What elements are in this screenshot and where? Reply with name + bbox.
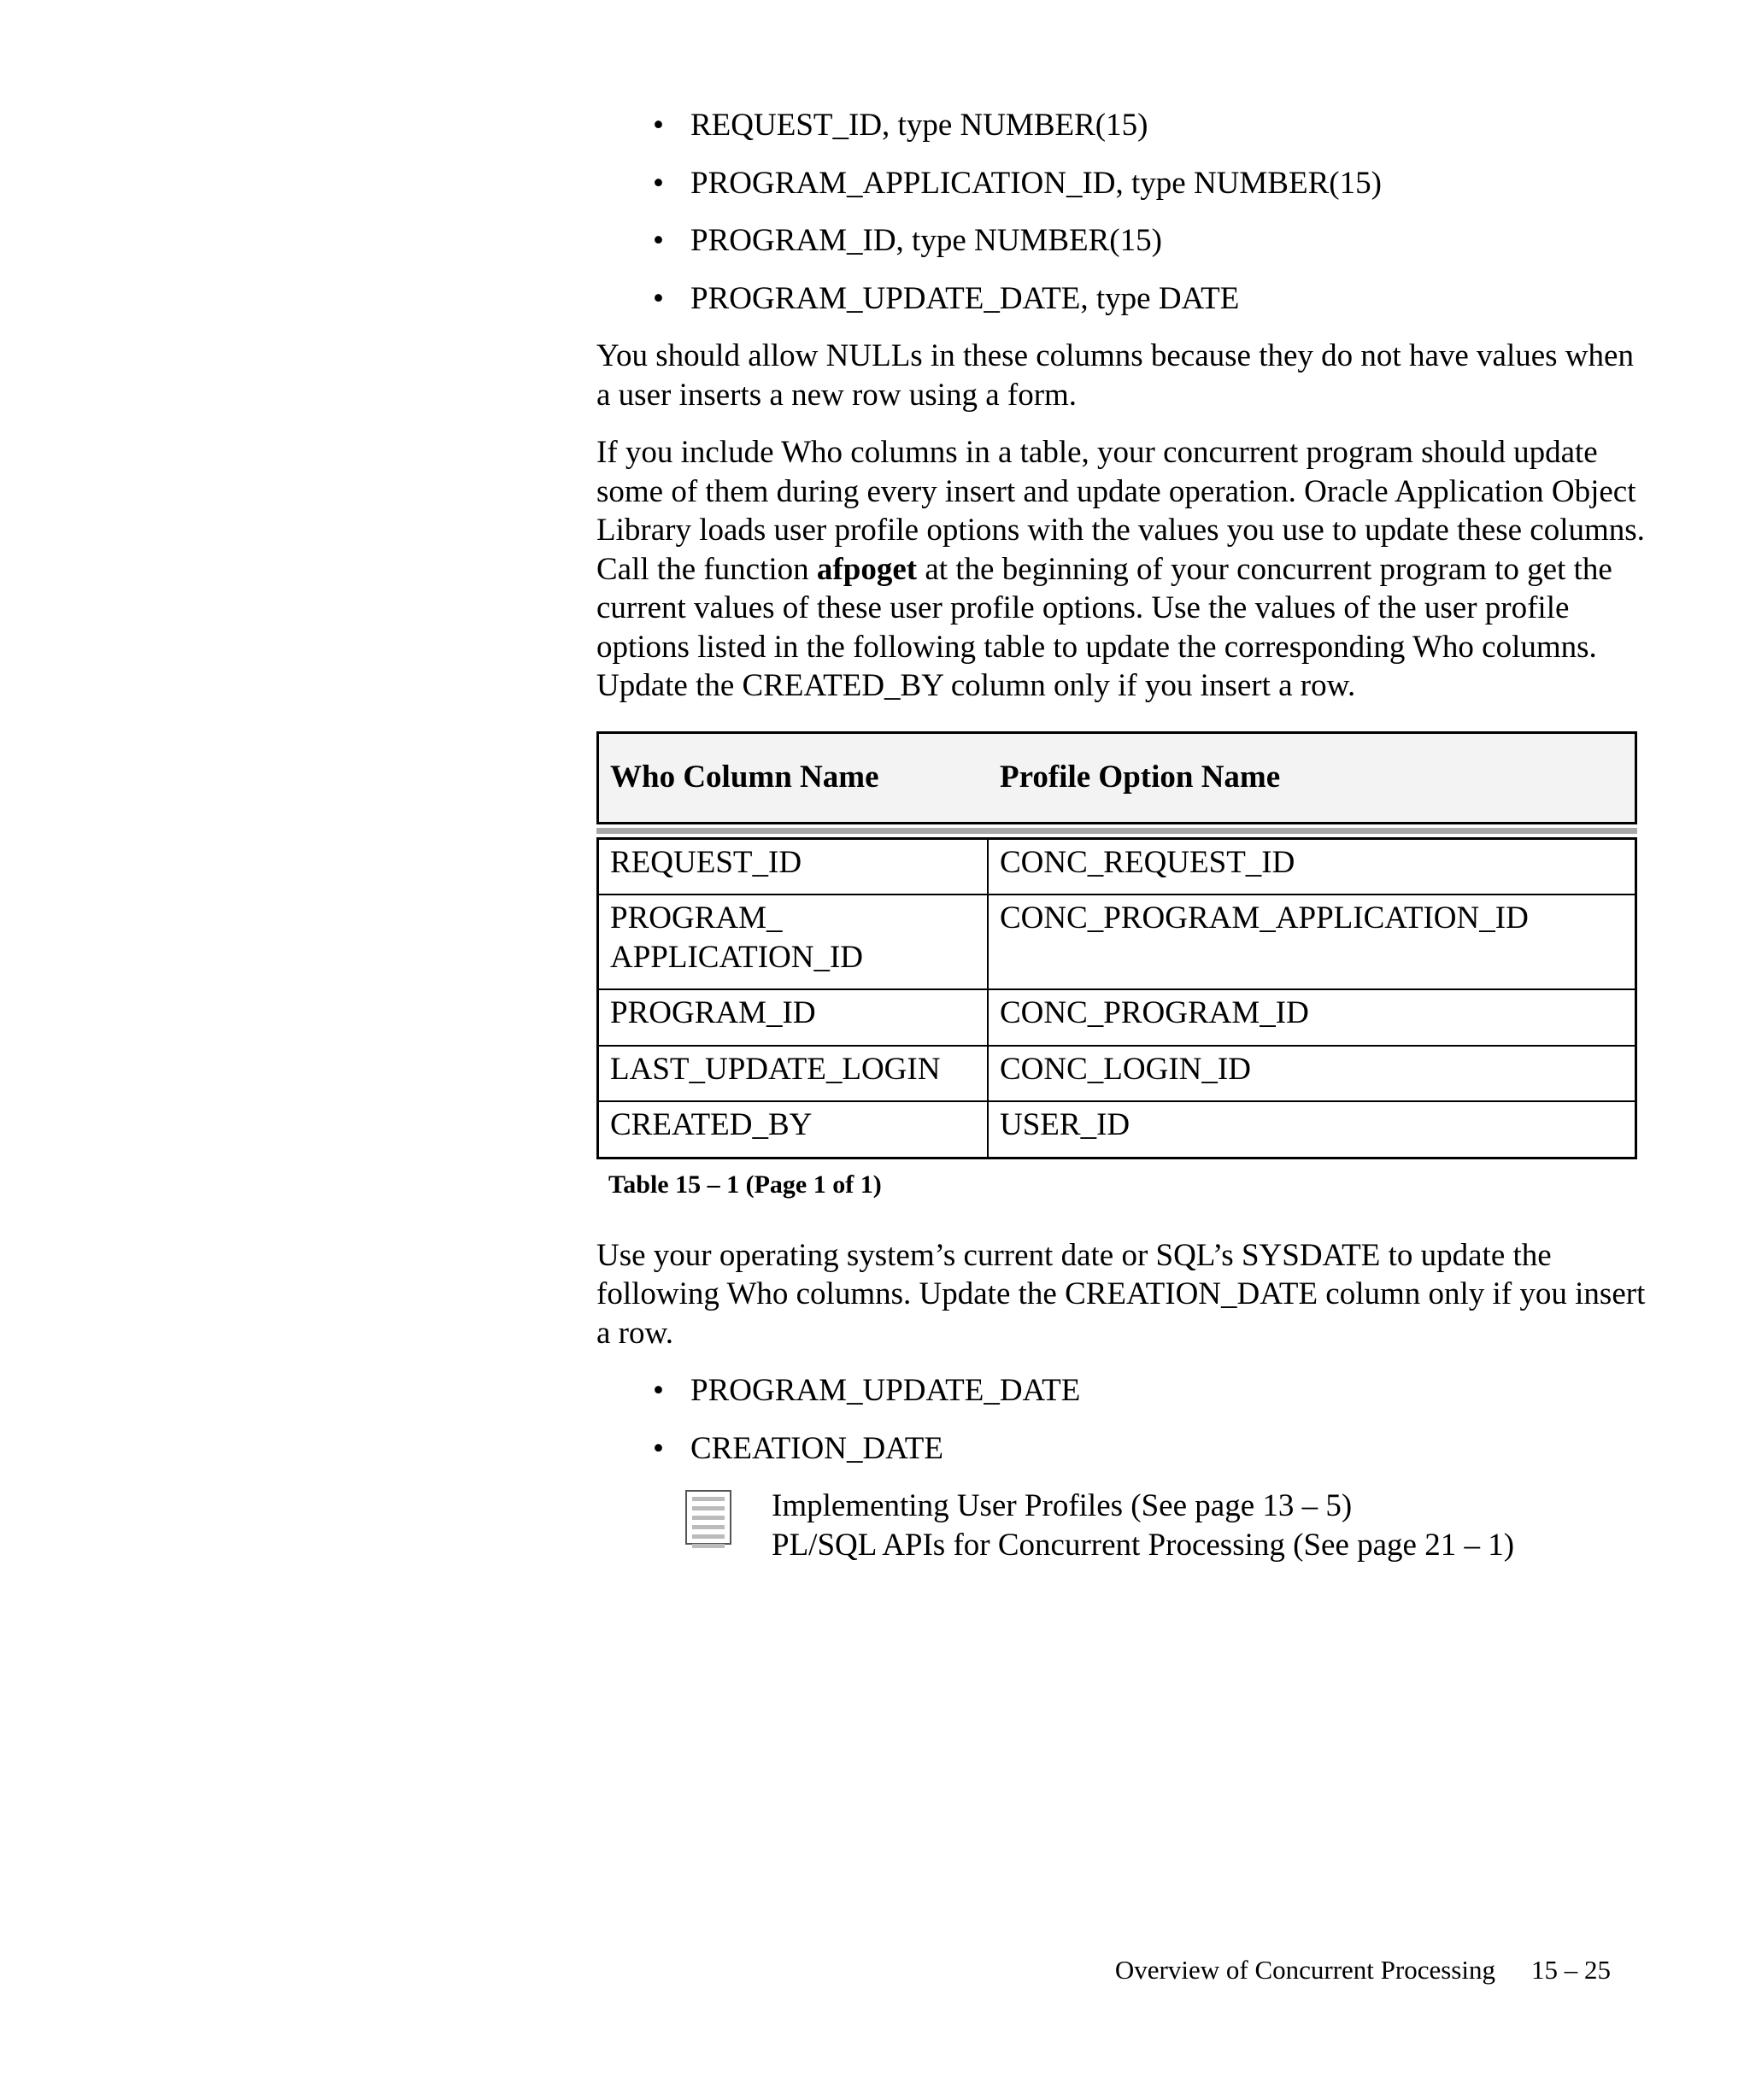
header-divider <box>596 828 1637 834</box>
who-columns-table <box>596 731 1637 1202</box>
table-header <box>596 731 1637 824</box>
paragraph-text: at the beginning of your concurrent program to get the current values of these user profile options. Use the values of the user profile options listed in the following table to update the corresponding Who columns. Update the CREATED_BY column only if you insert a row. <box>596 551 1612 703</box>
table-row <box>599 988 1635 1045</box>
list-item: • PROGRAM_APPLICATION_ID, type NUMBER(15) <box>596 164 1649 203</box>
see-also-link-plsql-apis[interactable]: PL/SQL APIs for Concurrent Processing (See page 21 – 1) <box>772 1527 1515 1563</box>
table-cell: LAST_UPDATE_LOGIN <box>599 1047 989 1101</box>
table-caption: Table 15 – 1 (Page 1 of 1) <box>608 1170 882 1199</box>
column-header-who: Who Column Name <box>610 760 879 795</box>
table-row <box>599 840 1635 895</box>
table-cell: USER_ID <box>1000 1107 1130 1142</box>
table-cell: REQUEST_ID <box>599 840 989 895</box>
table-cell: CONC_LOGIN_ID <box>1000 1051 1251 1087</box>
table-cell: PROGRAM_ID <box>599 990 989 1045</box>
bullet-list-columns <box>596 106 1649 318</box>
paragraph-who-columns <box>596 433 1649 706</box>
page-footer <box>1115 1955 1611 1986</box>
paragraph-text: If you include Who columns in a table, your concurrent program should update some of them during every insert and update operation. Oracle Application Object Library loads user profile options with the values you use to update these columns. Call the function <box>596 435 1645 587</box>
table-cell: CONC_PROGRAM_APPLICATION_ID <box>1000 900 1529 936</box>
table-row <box>599 1100 1635 1157</box>
list-item: • PROGRAM_UPDATE_DATE, type DATE <box>596 279 1649 319</box>
function-name: afpoget <box>816 551 918 587</box>
page-number: 15 – 25 <box>1531 1955 1611 1985</box>
list-item: • REQUEST_ID, type NUMBER(15) <box>596 106 1649 145</box>
see-also-block <box>596 1487 1649 1564</box>
table-cell: PROGRAM_ APPLICATION_ID <box>599 895 989 988</box>
list-item: • PROGRAM_ID, type NUMBER(15) <box>596 221 1649 261</box>
table-row <box>599 894 1635 988</box>
page-content <box>596 106 1649 1564</box>
bullet-list-dates <box>596 1371 1649 1468</box>
column-header-profile: Profile Option Name <box>1000 760 1281 795</box>
table-cell: CREATED_BY <box>599 1102 989 1157</box>
paragraph-sysdate: Use your operating system’s current date or SQL’s SYSDATE to update the following Who columns. Update the CREATION_DATE column only if you insert a row. <box>596 1237 1646 1351</box>
table-row <box>599 1045 1635 1101</box>
table-cell: CONC_REQUEST_ID <box>1000 844 1295 880</box>
list-item: • PROGRAM_UPDATE_DATE <box>596 1371 1649 1411</box>
table-body <box>596 837 1637 1159</box>
table-cell: CONC_PROGRAM_ID <box>1000 995 1309 1030</box>
document-icon <box>685 1490 731 1545</box>
paragraph-nulls: You should allow NULLs in these columns because they do not have values when a user inserts a new row using a form. <box>596 338 1634 413</box>
list-item: • CREATION_DATE <box>596 1429 1649 1469</box>
see-also-link-user-profiles[interactable]: Implementing User Profiles (See page 13 – 5) <box>772 1488 1353 1523</box>
footer-section-title: Overview of Concurrent Processing <box>1114 1955 1495 1985</box>
